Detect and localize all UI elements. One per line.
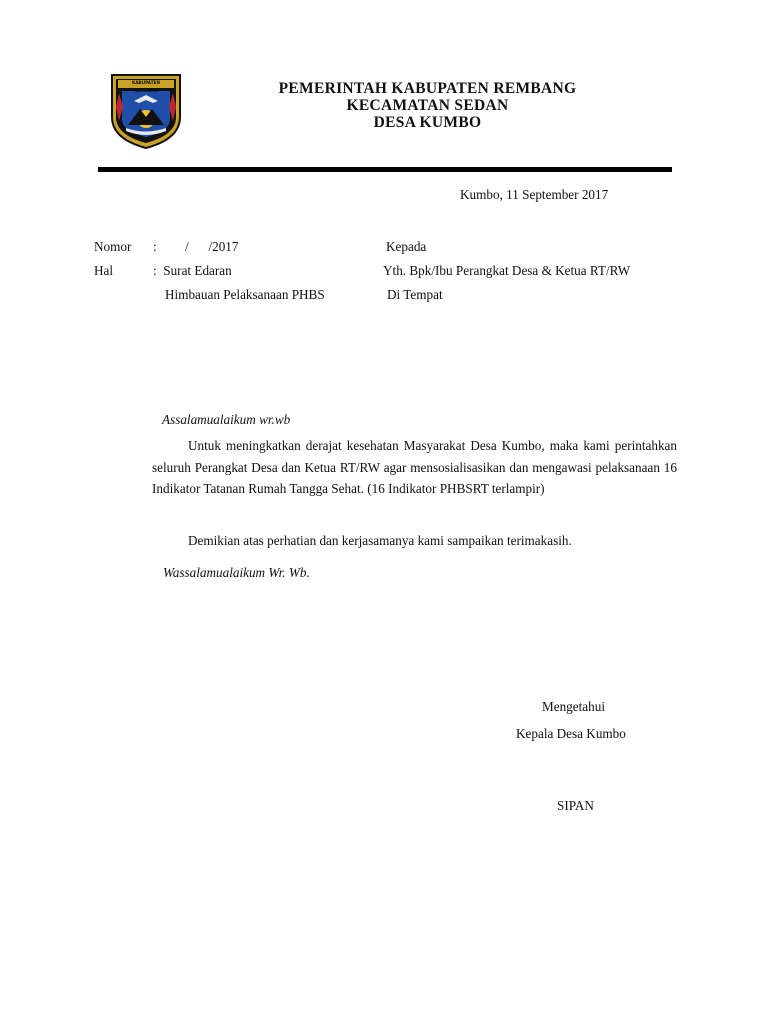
- letterhead-line-village: DESA KUMBO: [373, 114, 482, 131]
- letterhead-line-government: PEMERINTAH KABUPATEN REMBANG: [278, 80, 577, 97]
- regency-emblem-logo: [108, 73, 184, 149]
- date-line: Kumbo, 11 September 2017: [460, 187, 609, 202]
- logo-label: KABUPATEN REMBANG: [132, 80, 160, 93]
- signature-jabatan: Kepala Desa Kumbo: [516, 726, 626, 741]
- nomor-label: Nomor: [94, 239, 132, 254]
- letterhead-line-district: KECAMATAN SEDAN: [346, 97, 509, 114]
- hal-value-detail: Himbauan Pelaksanaan PHBS: [165, 287, 325, 302]
- paragraph-instruction: [152, 435, 677, 500]
- nomor-colon: :: [153, 239, 157, 254]
- hal-value: : Surat Edaran: [153, 263, 232, 278]
- letterhead-divider: [98, 167, 672, 172]
- closing-salutation: Wassalamualaikum Wr. Wb.: [163, 565, 310, 580]
- nomor-value: / /2017: [185, 239, 239, 254]
- signature-mengetahui: Mengetahui: [542, 699, 605, 714]
- paragraph-1-text: Untuk meningkatkan derajat kesehatan Masyarakat Desa Kumbo, maka kami perintahkan seluruh Perangkat Desa dan Ketua RT/RW agar mensosialisasikan dan mengawasi pelaksanaan 16 Indikator Tatanan Rumah Tangga Sehat. (16 Indikator PHBSRT terlampir): [152, 438, 677, 496]
- recipient-yth: Yth. Bpk/Ibu Perangkat Desa & Ketua RT/RW: [383, 263, 631, 278]
- recipient-kepada: Kepada: [386, 239, 427, 254]
- greeting: Assalamualaikum wr.wb: [162, 412, 291, 427]
- hal-label: Hal: [94, 263, 114, 278]
- signature-nama: SIPAN: [557, 798, 594, 813]
- recipient-di-tempat: Di Tempat: [387, 287, 443, 302]
- paragraph-thanks: Demikian atas perhatian dan kerjasamanya kami sampaikan terimakasih.: [188, 533, 572, 548]
